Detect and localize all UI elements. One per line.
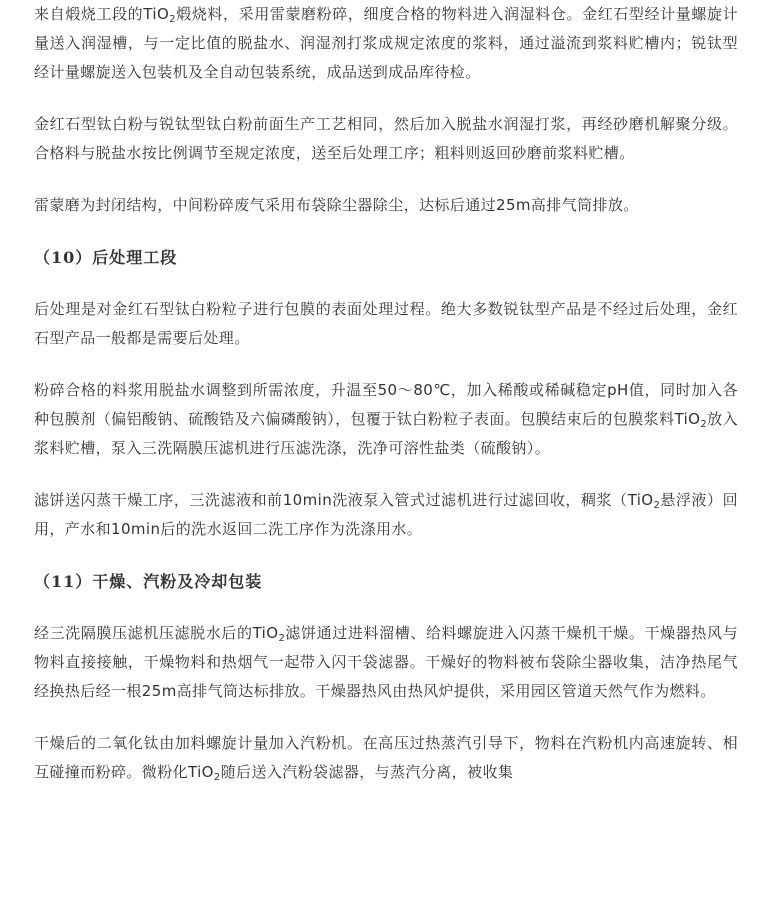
paragraph-filter-cake — [34, 486, 738, 544]
subscript: 2 — [213, 772, 221, 783]
text-run: 滤饼送闪蒸干燥工序，三洗滤液和前10min洗液泵入管式过滤机进行过滤回收，稠浆（TiO — [34, 491, 654, 509]
heading-text: （11）干燥、汽粉及冷却包装 — [34, 572, 263, 591]
text-run: 粉碎合格的料浆用脱盐水调整到所需浓度，升温至50～80℃，加入稀酸或稀碱稳定pH值，同时加入各种包膜剂（偏铝酸钠、硫酸锆及六偏磷酸钠），包覆于钛白粉粒子表面。包膜结束后的包膜浆料TiO — [34, 381, 738, 428]
heading-text: （10）后处理工段 — [34, 248, 178, 267]
text-run: 滤饼通过进料溜槽、给料螺旋进入闪蒸干燥机干燥。干燥器热风与物料直接接触，干燥物料和热烟气一起带入闪干袋滤器。干燥好的物料被布袋除尘器收集，洁净热尾气经换热后经一根25m高排气筒达标排放。干燥器热风由热风炉提供，采用园区管道天然气作为燃料。 — [34, 624, 738, 700]
subscript: 2 — [653, 500, 661, 511]
section-heading-drying-packaging — [34, 567, 738, 596]
subscript: 2 — [700, 419, 708, 430]
paragraph-post-treatment-intro — [34, 295, 738, 353]
text-run: 随后送入汽粉袋滤器，与蒸汽分离，被收集 — [220, 763, 514, 781]
paragraph-raymond-mill — [34, 191, 738, 220]
text-run: 金红石型钛白粉与锐钛型钛白粉前面生产工艺相同，然后加入脱盐水润湿打浆，再经砂磨机解聚分级。合格料与脱盐水按比例调节至规定浓度，送至后处理工序；粗料则返回砂磨前浆料贮槽。 — [34, 115, 738, 162]
paragraph-rutile-anatase — [34, 110, 738, 168]
subscript: 2 — [278, 633, 286, 644]
text-run: 经三洗隔膜压滤机压滤脱水后的TiO — [34, 624, 279, 642]
paragraph-calcination-crushing — [34, 0, 738, 87]
text-run: 放入浆料贮槽，泵入三洗隔膜压滤机进行压滤洗涤，洗净可溶性盐类（硫酸钠）。 — [34, 410, 738, 457]
text-run: 来自煅烧工段的TiO — [34, 5, 170, 23]
section-heading-post-treatment — [34, 243, 738, 272]
text-run: 干燥后的二氧化钛由加料螺旋计量加入汽粉机。在高压过热蒸汽引导下，物料在汽粉机内高速旋转、相互碰撞而粉碎。微粉化TiO — [34, 734, 738, 781]
subscript: 2 — [169, 14, 176, 25]
paragraph-jet-milling — [34, 729, 738, 787]
paragraph-flash-drying — [34, 619, 738, 706]
text-run: 后处理是对金红石型钛白粉粒子进行包膜的表面处理过程。绝大多数锐钛型产品是不经过后处理，金红石型产品一般都是需要后处理。 — [34, 300, 738, 347]
text-run: 雷蒙磨为封闭结构，中间粉碎废气采用布袋除尘器除尘，达标后通过25m高排气筒排放。 — [34, 196, 639, 214]
text-run: 煅烧料，采用雷蒙磨粉碎，细度合格的物料进入润湿料仓。金红石型经计量螺旋计量送入润湿槽，与一定比值的脱盐水、润湿剂打浆成规定浓度的浆料，通过溢流到浆料贮槽内；锐钛型经计量螺旋送入包装机及全自动包装系统，成品送到成品库待检。 — [34, 5, 738, 81]
text-run: 悬浮液）回用，产水和10min后的洗水返回二洗工序作为洗涤用水。 — [34, 491, 738, 538]
paragraph-coating-process — [34, 376, 738, 463]
document-page — [34, 0, 738, 787]
